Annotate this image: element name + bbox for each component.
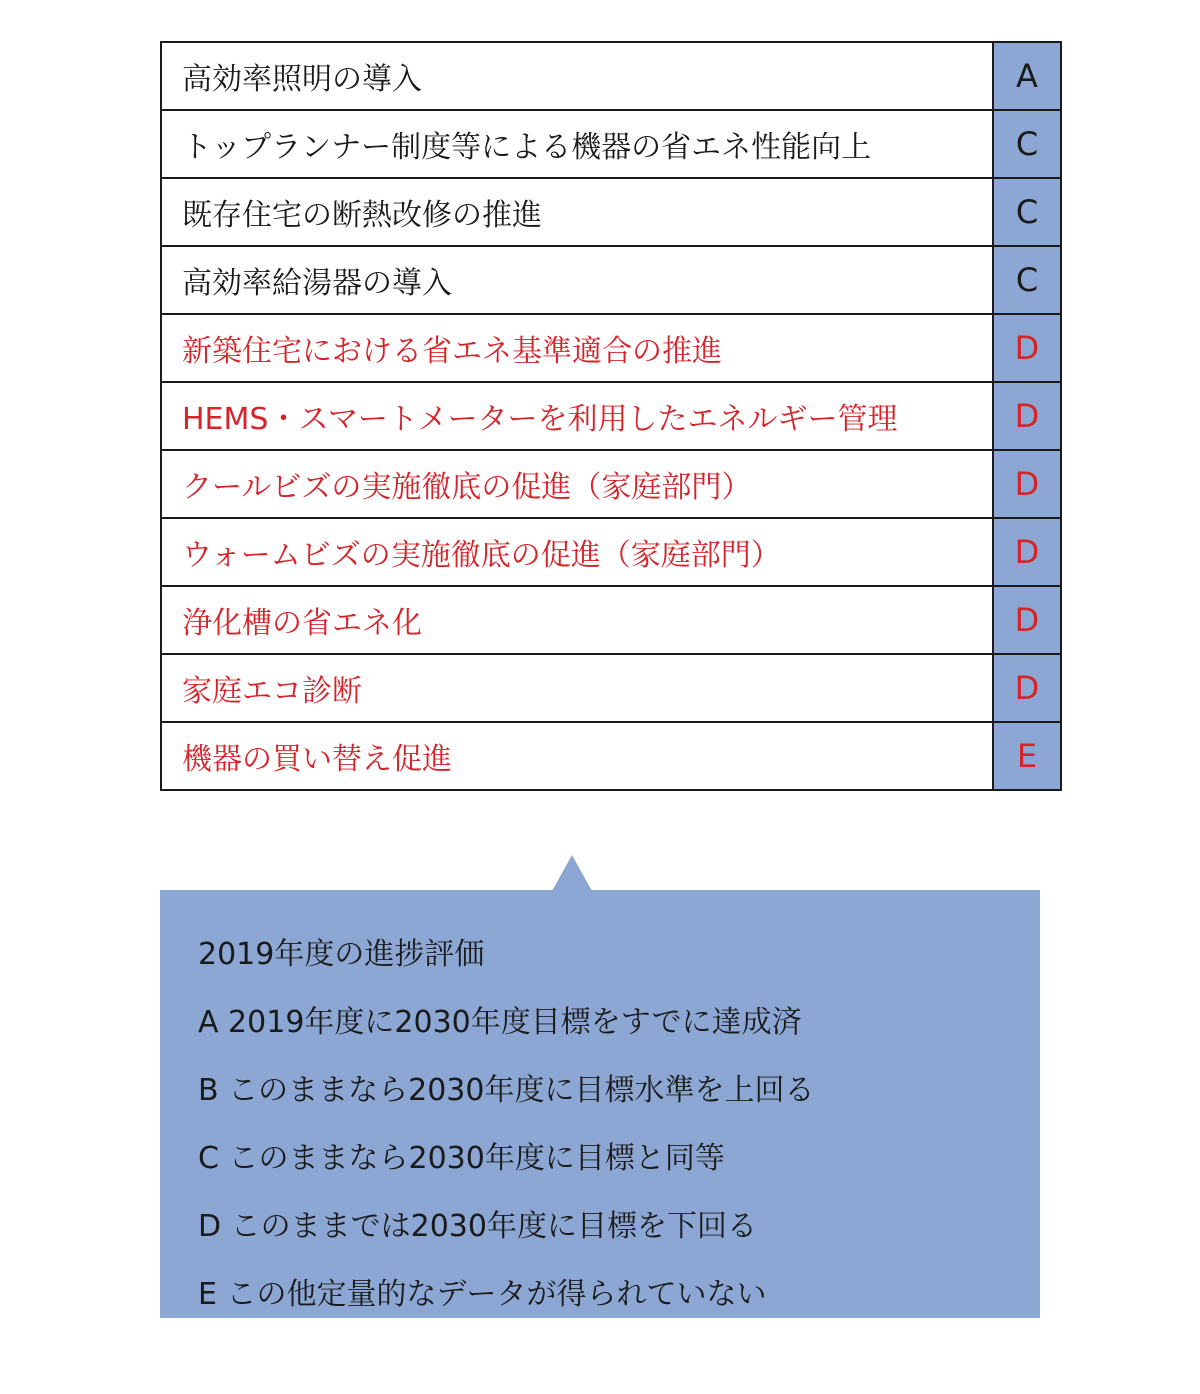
measure-label: 高効率照明の導入 <box>161 42 993 110</box>
grade-badge: D <box>993 518 1061 586</box>
measure-label: トップランナー制度等による機器の省エネ性能向上 <box>161 110 993 178</box>
measure-label: 浄化槽の省エネ化 <box>161 586 993 654</box>
legend-pointer <box>552 855 592 891</box>
table-row <box>161 586 1061 654</box>
table-row <box>161 654 1061 722</box>
legend-item-b: B このままなら2030年度に目標水準を上回る <box>198 1073 815 1108</box>
table-row <box>161 314 1061 382</box>
table-row <box>161 722 1061 790</box>
grade-badge: A <box>993 42 1061 110</box>
measure-label: 新築住宅における省エネ基準適合の推進 <box>161 314 993 382</box>
grade-badge: D <box>993 654 1061 722</box>
grade-badge: D <box>993 382 1061 450</box>
table-row <box>161 450 1061 518</box>
measure-label: ウォームビズの実施徹底の促進（家庭部門） <box>161 518 993 586</box>
grade-badge: C <box>993 178 1061 246</box>
measure-label: HEMS・スマートメーターを利用したエネルギー管理 <box>161 382 993 450</box>
grade-badge: D <box>993 314 1061 382</box>
grade-badge: D <box>993 450 1061 518</box>
table-row <box>161 246 1061 314</box>
table-row <box>161 382 1061 450</box>
measure-label: 機器の買い替え促進 <box>161 722 993 790</box>
measures-table <box>160 41 1062 791</box>
grade-badge: D <box>993 586 1061 654</box>
measure-label: クールビズの実施徹底の促進（家庭部門） <box>161 450 993 518</box>
table-row <box>161 178 1061 246</box>
measure-label: 既存住宅の断熱改修の推進 <box>161 178 993 246</box>
table-row <box>161 110 1061 178</box>
measure-label: 高効率給湯器の導入 <box>161 246 993 314</box>
grade-badge: E <box>993 722 1061 790</box>
table-row <box>161 518 1061 586</box>
grade-badge: C <box>993 246 1061 314</box>
legend-item-a: A 2019年度に2030年度目標をすでに達成済 <box>198 1005 802 1040</box>
table-row <box>161 42 1061 110</box>
legend-title: 2019年度の進捗評価 <box>198 937 485 972</box>
legend-item-c: C このままなら2030年度に目標と同等 <box>198 1141 725 1176</box>
grade-badge: C <box>993 110 1061 178</box>
legend-item-e: E この他定量的なデータが得られていない <box>198 1277 767 1312</box>
measure-label: 家庭エコ診断 <box>161 654 993 722</box>
legend-item-d: D このままでは2030年度に目標を下回る <box>198 1209 757 1244</box>
